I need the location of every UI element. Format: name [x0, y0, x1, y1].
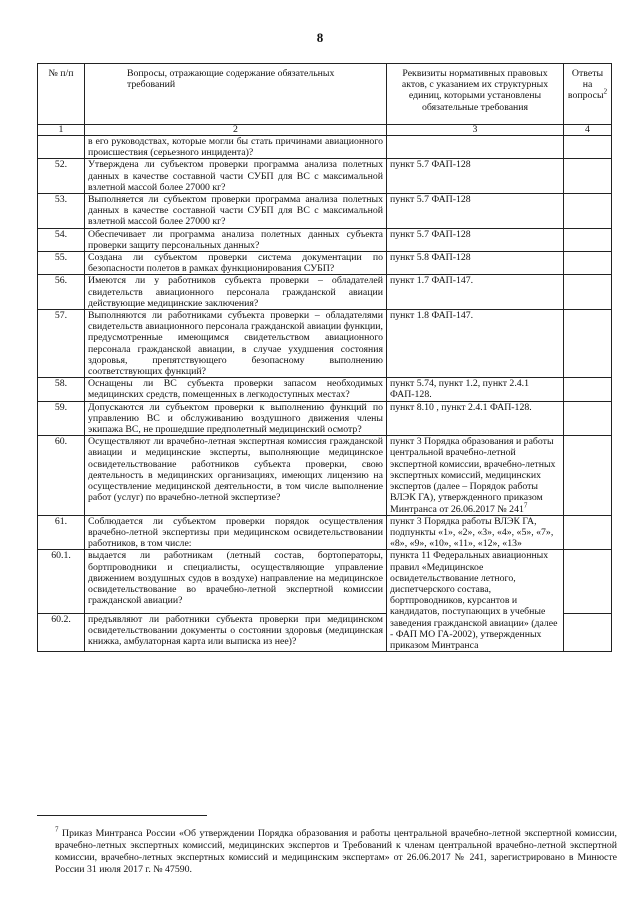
column-number: 2 [85, 125, 387, 136]
row-number: 56. [38, 275, 85, 310]
footnote-text: Приказ Минтранса России «Об утверждении Порядка образования и работы центральной врачебно-летной экспертной комиссии, врачебно-летных экспертных комиссий, медицинских экспертов и Требований к членам центральной врачебно-летной экспертной комиссии, врачебно-летных экспертных комиссий и медицинским экспертам» от 26.06.2017 № 241, зарегистрировано в Минюсте России 31 июля 2017 г. № 47590. [55, 828, 617, 875]
requisites-text: пункта 11 Федеральных авиационных правил «Медицинское освидетельствование летного, диспетчерского состава, бортпроводников, курсантов и кандидатов, поступающих в учебные заведения гражданской авиации» (далее - ФАП МО ГА-2002), утвержденных приказом Минтранса [390, 550, 558, 651]
row-number: 60.2. [38, 613, 85, 651]
answer-cell[interactable] [564, 436, 612, 515]
column-number: 1 [38, 125, 85, 136]
requisites-text: пункт 3 Порядка образования и работы центральной врачебно-летной экспертной комиссии, врачебно-летных экспертных комиссий, медицинских экспертов (далее – Порядок работы ВЛЭК ГА), утвержденного приказом Минтранса от 26.06.2017 № 241 [390, 436, 556, 515]
column-number: 4 [564, 125, 612, 136]
requisites-cell [387, 194, 564, 229]
requisites-cell [387, 436, 564, 515]
question-cell: Допускаются ли субъектом проверки к выполнению функций по управлению ВС и обслуживанию воздушного движения члены экипажа ВС, не прошедшие предполетный медицинский осмотр? [85, 401, 387, 436]
answer-cell[interactable] [564, 310, 612, 378]
requisites-cell [387, 228, 564, 251]
requisites-cell [387, 515, 564, 550]
row-number [38, 136, 85, 159]
footnote [55, 825, 617, 876]
question-cell: Выполняются ли работниками субъекта проверки – обладателями свидетельств авиационного персонала гражданской авиации функции, предусмотренные имеющимся свидетельством авиационного персонала гражданской авиации, в случае ухудшения состояния здоровья, препятствующего безопасному выполнению соответствующих функций? [85, 310, 387, 378]
header-num: № п/п [38, 64, 85, 125]
table-body [38, 136, 612, 652]
answer-cell[interactable] [564, 159, 612, 194]
requisites-text: пункт 5.7 ФАП-128 [390, 194, 471, 206]
table-row [38, 436, 612, 515]
column-number-row [38, 125, 612, 136]
header-question: Вопросы, отражающие содержание обязательных требований [85, 64, 387, 125]
row-number: 52. [38, 159, 85, 194]
requisites-text: пункт 1.7 ФАП-147. [390, 275, 474, 287]
table-row [38, 194, 612, 229]
answer-cell[interactable] [564, 275, 612, 310]
table-row [38, 159, 612, 194]
question-cell: Утверждена ли субъектом проверки программа анализа полетных данных в качестве составной части СУБП для ВС с максимальной взлетной массой более 27000 кг? [85, 159, 387, 194]
requirements-table [37, 63, 612, 652]
column-number: 3 [387, 125, 564, 136]
answer-cell[interactable] [564, 613, 612, 651]
header-answers-note: 2 [603, 88, 608, 97]
answer-cell[interactable] [564, 194, 612, 229]
question-cell: предъявляют ли работники субъекта проверки при медицинском освидетельствовании документы о состоянии здоровья (медицинская книжка, амбулаторная карта или выписка из нее)? [85, 613, 387, 651]
table-row [38, 252, 612, 275]
requisites-cell [387, 550, 564, 652]
table-row [38, 378, 612, 401]
answer-cell[interactable] [564, 378, 612, 401]
table-row [38, 550, 612, 613]
table-row [38, 228, 612, 251]
table-row [38, 136, 612, 159]
header-answers [564, 64, 612, 125]
requisites-text: пункт 1.8 ФАП-147. [390, 310, 474, 322]
requisites-text: пункт 5.7 ФАП-128 [390, 228, 471, 240]
row-number: 60. [38, 436, 85, 515]
requisites-cell [387, 275, 564, 310]
question-cell: Осуществляют ли врачебно-летная экспертная комиссия гражданской авиации и медицинские эксперты, выполняющие медицинское освидетельствование работников субъекта проверки, свою деятельность в медицинских организациях, имеющих лицензию на осуществление медицинской деятельности, в том числе выполнение работ (услуг) по врачебно-летной экспертизе? [85, 436, 387, 515]
footnote-divider [37, 815, 207, 816]
row-number: 58. [38, 378, 85, 401]
row-number: 53. [38, 194, 85, 229]
answer-cell[interactable] [564, 136, 612, 159]
table-row [38, 401, 612, 436]
question-cell: Оснащены ли ВС субъекта проверки запасом необходимых медицинских средств, помещенных в легкодоступных местах? [85, 378, 387, 401]
requisites-cell [387, 378, 564, 401]
page-number: 8 [316, 30, 324, 45]
requisites-cell [387, 252, 564, 275]
requisites-text: пункт 3 Порядка работы ВЛЭК ГА, подпункты «1», «2», «3», «4», «5», «7», «8», «9», «10», «11», «12», «13» [390, 515, 554, 550]
header-row [38, 64, 612, 125]
answer-cell[interactable] [564, 228, 612, 251]
table-row [38, 310, 612, 378]
row-number: 60.1. [38, 550, 85, 613]
header-requisites: Реквизиты нормативных правовых актов, с указанием их структурных единиц, которыми установлены обязательные требования [387, 64, 564, 125]
requisites-cell [387, 310, 564, 378]
requisites-text: пункт 5.8 ФАП-128 [390, 252, 471, 264]
answer-cell[interactable] [564, 252, 612, 275]
requisites-text: пункт 5.74, пункт 1.2, пункт 2.4.1 ФАП-128. [390, 378, 530, 401]
question-cell: Соблюдается ли субъектом проверки порядок осуществления врачебно-летной экспертизы при медицинском освидетельствовании работников, в том числе: [85, 515, 387, 550]
requisites-text: пункт 8.10 , пункт 2.4.1 ФАП-128. [390, 401, 532, 413]
requisites-text: пункт 5.7 ФАП-128 [390, 159, 471, 171]
question-cell: выдается ли работникам (летный состав, бортоператоры, бортпроводники и специалисты, осуществляющие управление движением воздушных судов в воздухе) направление на медицинское освидетельствование во врачебно-летной экспертной комиссии гражданской авиации? [85, 550, 387, 613]
header-answers-text: Ответы на вопросы [567, 68, 604, 102]
answer-cell[interactable] [564, 401, 612, 436]
requisites-cell [387, 401, 564, 436]
footnote-mark: 7 [55, 825, 59, 834]
requisites-footnote-mark: 7 [523, 501, 528, 510]
row-number: 59. [38, 401, 85, 436]
question-cell: Выполняется ли субъектом проверки программа анализа полетных данных в качестве составной части СУБП для ВС с максимальной взлетной массой более 27000 кг? [85, 194, 387, 229]
row-number: 55. [38, 252, 85, 275]
answer-cell[interactable] [564, 515, 612, 550]
question-cell: Обеспечивает ли программа анализа полетных данных субъекта проверки защиту персональных данных? [85, 228, 387, 251]
row-number: 61. [38, 515, 85, 550]
question-cell: Создана ли субъектом проверки система документации по безопасности полетов в рамках функционирования СУБП? [85, 252, 387, 275]
answer-cell[interactable] [564, 550, 612, 613]
question-cell: Имеются ли у работников субъекта проверки – обладателей свидетельств авиационного персонала гражданской авиации действующие медицинские заключения? [85, 275, 387, 310]
requisites-cell [387, 159, 564, 194]
question-cell: в его руководствах, которые могли бы стать причинами авиационного происшествия (серьезного инцидента)? [85, 136, 387, 159]
table-row [38, 275, 612, 310]
row-number: 57. [38, 310, 85, 378]
row-number: 54. [38, 228, 85, 251]
requisites-cell [387, 136, 564, 159]
table-row [38, 515, 612, 550]
